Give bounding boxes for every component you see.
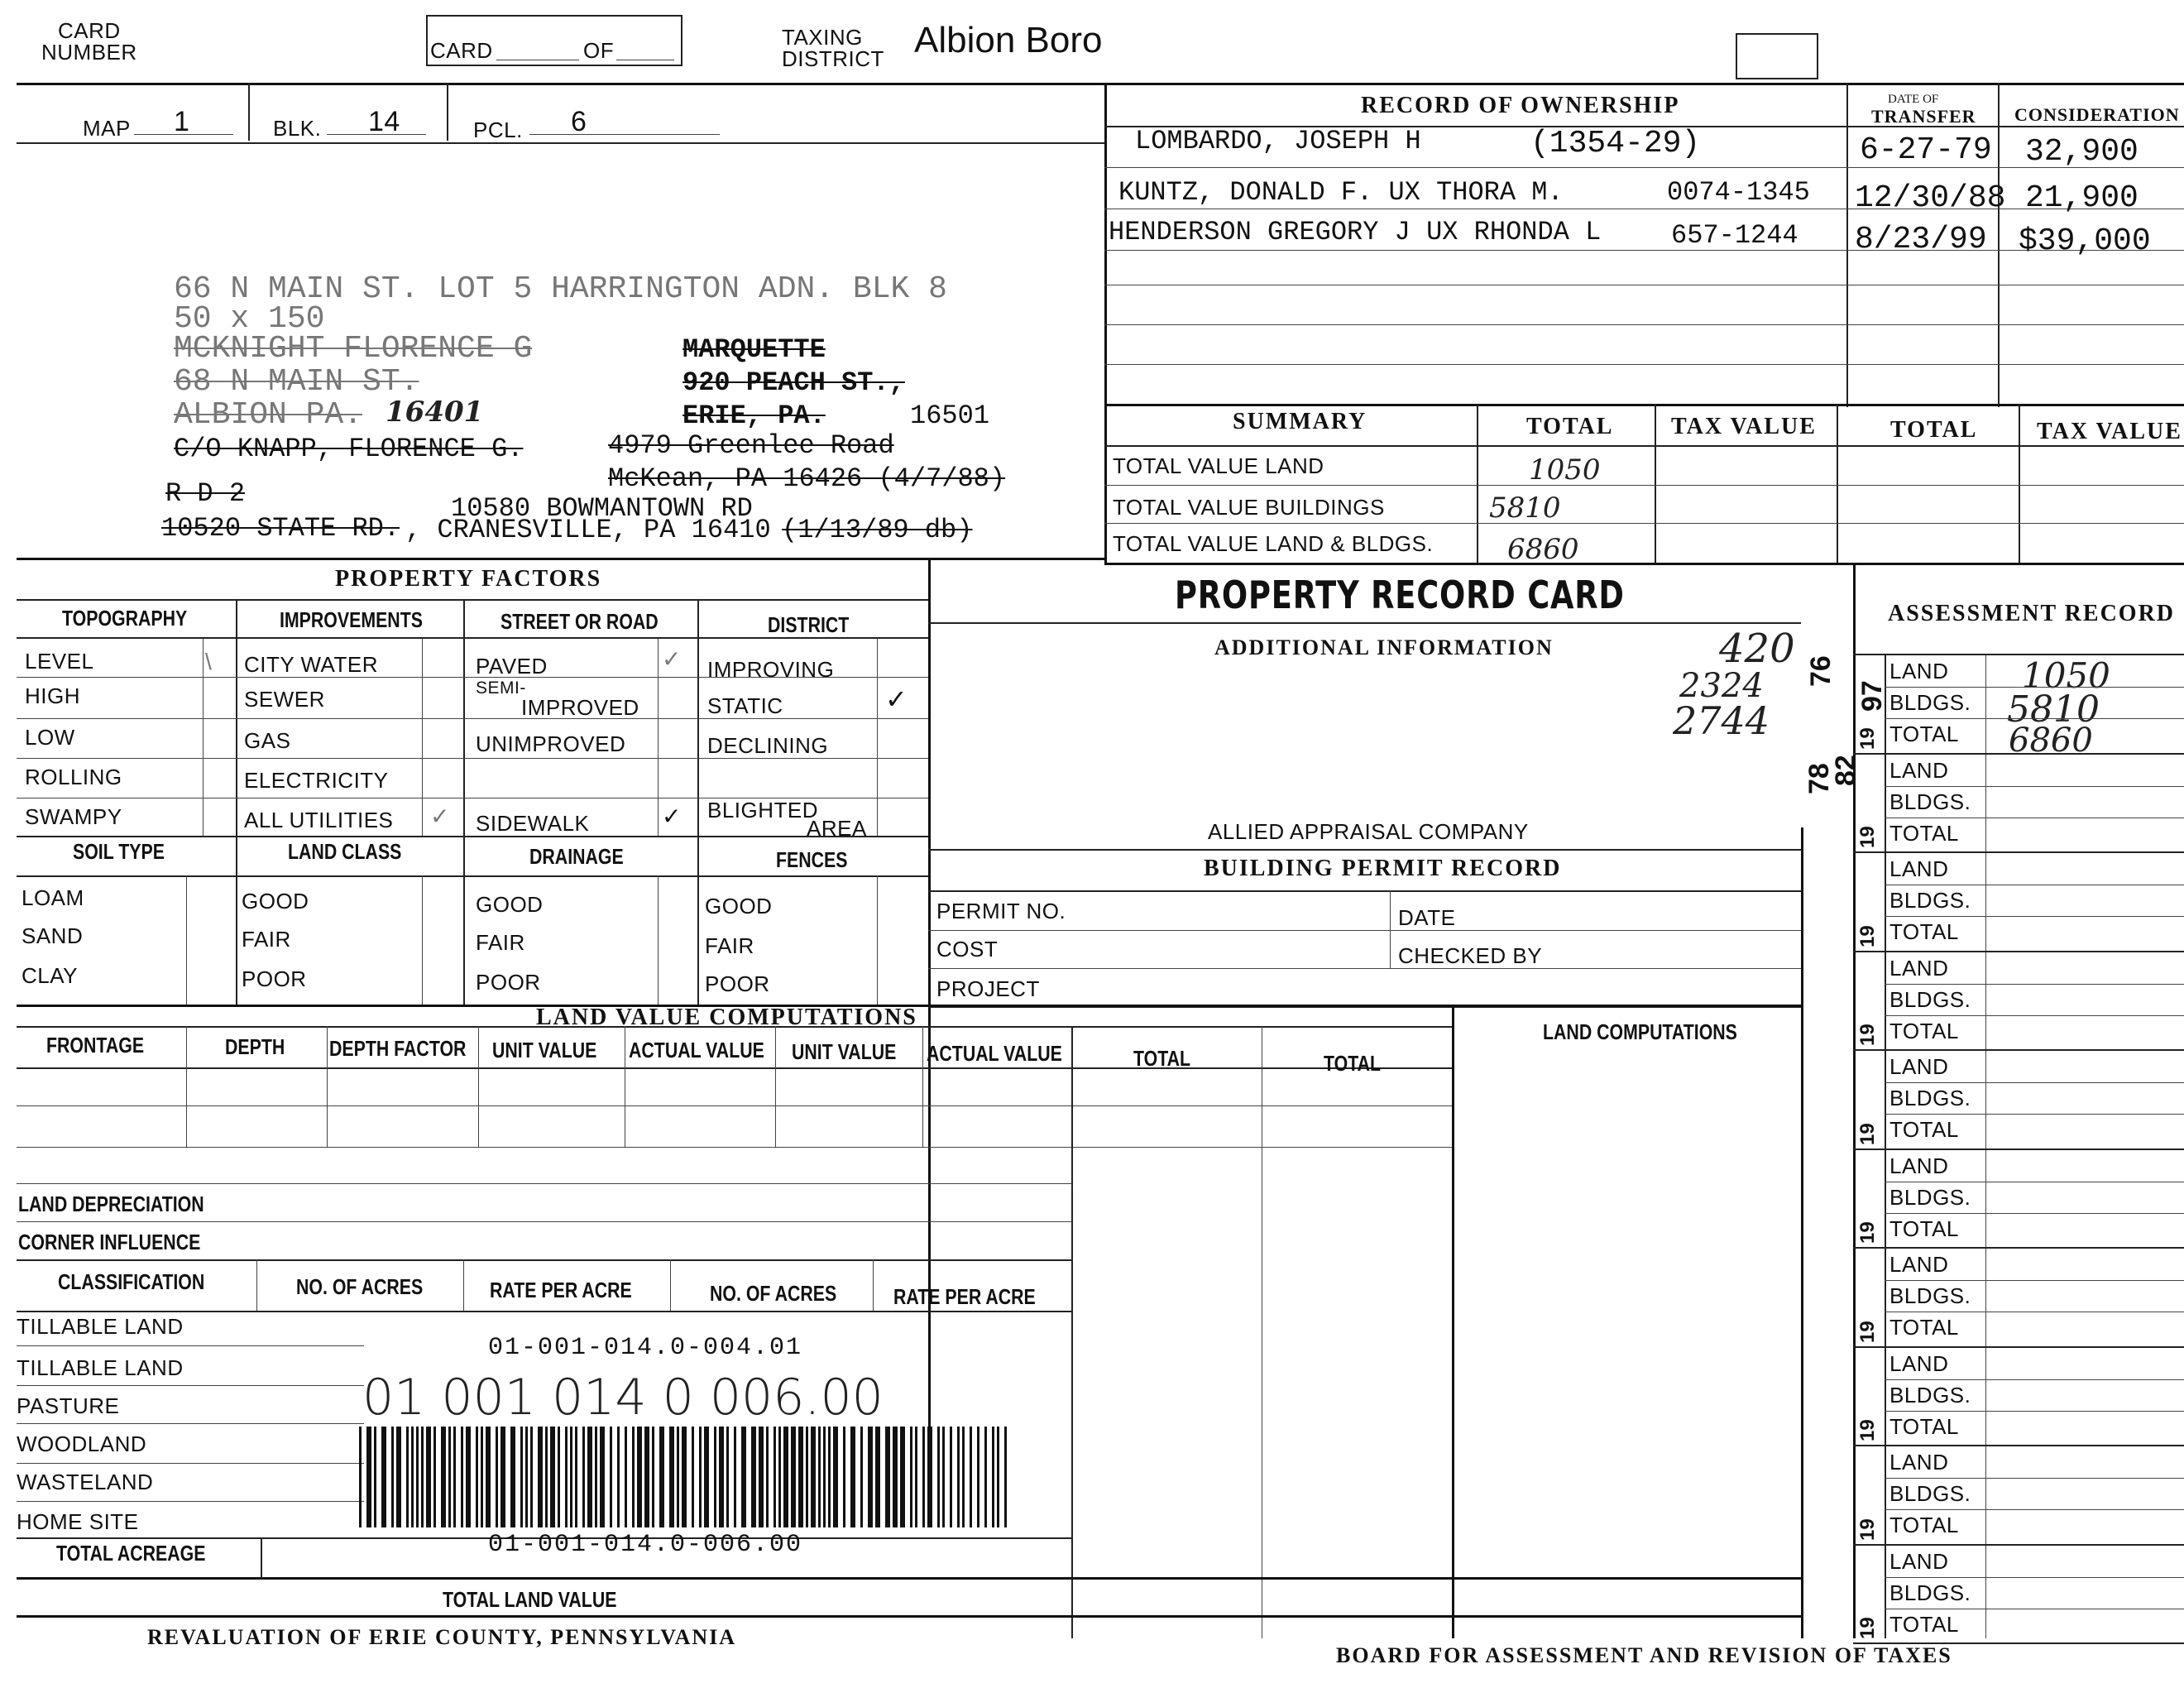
topography-header: TOPOGRAPHY	[62, 606, 188, 631]
barcode-bar	[1004, 1427, 1007, 1527]
appraiser-label: ALLIED APPRAISAL COMPANY	[1208, 819, 1529, 844]
land-class-fair: FAIR	[242, 927, 291, 952]
rate-per-acre-header-2: RATE PER ACRE	[893, 1284, 1036, 1309]
assessment-total-label: TOTAL	[1889, 1315, 1959, 1340]
barcode-bar	[957, 1427, 960, 1527]
drainage-good: GOOD	[476, 892, 544, 917]
barcode-bar	[791, 1427, 796, 1527]
barcode-bar	[868, 1427, 873, 1527]
assessment-year-82: 82	[1830, 755, 1861, 786]
assessment-land-label: LAND	[1889, 1350, 1949, 1376]
barcode-bar	[391, 1427, 394, 1527]
assessment-bldgs-label: BLDGS.	[1889, 1481, 1971, 1506]
barcode-bar	[900, 1427, 905, 1527]
card-number-label: CARD	[58, 18, 121, 43]
street-semi: SEMI-	[476, 679, 526, 698]
district-static: STATIC	[707, 693, 783, 718]
barcode-bar	[637, 1427, 642, 1527]
project-label: PROJECT	[936, 976, 1040, 1001]
barcode-bar	[453, 1427, 456, 1527]
improvements-all-utilities: ALL UTILITIES	[244, 808, 394, 832]
ownership-title: RECORD OF OWNERSHIP	[1361, 93, 1680, 118]
assessment-year-prefix: 19	[1856, 1419, 1879, 1441]
barcode-bar	[448, 1427, 451, 1527]
additional-hand-1: 420	[1719, 626, 1795, 672]
address-line-2: 50 x 150	[174, 301, 325, 337]
summary-tax-value-header-2: TAX VALUE	[2037, 419, 2182, 444]
improvements-sewer: SEWER	[244, 687, 325, 712]
additional-hand-2: 2324	[1679, 667, 1764, 705]
barcode-bar	[719, 1427, 724, 1527]
barcode-bar	[751, 1427, 756, 1527]
fences-fair: FAIR	[705, 933, 754, 958]
class-woodland: WOODLAND	[17, 1431, 147, 1456]
assessment-land-label: LAND	[1889, 1450, 1949, 1475]
consideration-header: CONSIDERATION	[2014, 104, 2180, 125]
barcode-bar	[550, 1427, 555, 1527]
district-improving: IMPROVING	[707, 657, 835, 682]
owner-row-3-name: HENDERSON GREGORY J UX RHONDA L	[1109, 217, 1602, 247]
fences-header: FENCES	[776, 847, 848, 872]
lv-frontage-header: FRONTAGE	[46, 1033, 145, 1057]
barcode-bar	[915, 1427, 917, 1527]
assessment-bldgs-label: BLDGS.	[1889, 690, 1971, 715]
assessment-total-label: TOTAL	[1889, 1513, 1959, 1537]
barcode-bar	[692, 1427, 694, 1527]
street-header: STREET OR ROAD	[500, 609, 659, 634]
assessment-land-value: 1050	[2022, 655, 2110, 696]
barcode-bar	[950, 1427, 952, 1527]
address-line-4-left: 68 N MAIN ST.	[174, 364, 419, 400]
assessment-total-label: TOTAL	[1889, 1611, 1959, 1637]
fences-poor: POOR	[705, 971, 770, 996]
permit-date-label: DATE	[1398, 905, 1456, 930]
barcode-bar	[481, 1427, 483, 1527]
assessment-bldgs-label: BLDGS.	[1889, 986, 1971, 1012]
fences-good: GOOD	[705, 894, 773, 918]
address-line-8-right: , CRANESVILLE, PA 16410	[405, 515, 771, 545]
blk-value: 14	[368, 106, 400, 137]
property-record-card-title: PROPERTY RECORD CARD	[1175, 573, 1625, 617]
card-label: CARD	[430, 38, 493, 63]
barcode-bar	[659, 1427, 664, 1527]
assessment-land-label: LAND	[1889, 1054, 1949, 1079]
assessment-land-label: LAND	[1889, 1548, 1949, 1574]
land-depreciation-label: LAND DEPRECIATION	[18, 1192, 204, 1216]
barcode-bar	[525, 1427, 528, 1527]
topography-high: HIGH	[25, 683, 80, 708]
barcode-bar	[669, 1427, 674, 1527]
assessment-bldgs-label: BLDGS.	[1889, 1086, 1971, 1110]
address-line-6-left: C/O KNAPP, FLORENCE G.	[174, 434, 524, 464]
barcode-bar	[833, 1427, 838, 1527]
additional-info-label: ADDITIONAL INFORMATION	[1214, 635, 1554, 659]
summary-land-total: 1050	[1529, 453, 1601, 487]
card-number-label-2: NUMBER	[41, 40, 137, 65]
barcode-bar	[582, 1427, 585, 1527]
topography-swampy: SWAMPY	[25, 804, 122, 829]
assessment-total-value: 6860	[2009, 722, 2093, 760]
barcode-bar	[600, 1427, 605, 1527]
address-line-7-right: McKean, PA 16426 (4/7/88)	[608, 463, 1006, 494]
barcode-bar	[823, 1427, 826, 1527]
barcode-bar	[774, 1427, 776, 1527]
barcode-bar	[893, 1427, 898, 1527]
address-line-5-left: ALBION PA.	[174, 397, 363, 433]
assessment-bldgs-label: BLDGS.	[1889, 789, 1971, 814]
barcode-bar	[406, 1427, 409, 1527]
barcode-bar	[682, 1427, 687, 1527]
drainage-poor: POOR	[476, 970, 541, 995]
lv-actual-value-header: ACTUAL VALUE	[629, 1038, 764, 1062]
assessment-total-label: TOTAL	[1889, 1216, 1959, 1241]
barcode-bar	[565, 1427, 568, 1527]
of-label: OF	[583, 38, 615, 63]
topography-low: LOW	[25, 725, 75, 750]
class-home-site: HOME SITE	[17, 1509, 139, 1534]
barcode-bar	[610, 1427, 612, 1527]
barcode-bar	[530, 1427, 533, 1527]
total-acreage-label: TOTAL ACREAGE	[56, 1541, 206, 1566]
address-line-3-left: MCKNIGHT FLORENCE G	[174, 331, 533, 367]
summary-buildings-label: TOTAL VALUE BUILDINGS	[1113, 495, 1385, 520]
owner-row-3-ref: 657-1244	[1671, 220, 1798, 251]
street-paved: PAVED	[476, 654, 548, 679]
rate-per-acre-header: RATE PER ACRE	[490, 1278, 632, 1302]
assessment-land-label: LAND	[1889, 955, 1949, 981]
permit-title: BUILDING PERMIT RECORD	[1204, 856, 1562, 881]
assessment-year-97: 97	[1856, 680, 1888, 712]
barcode-bar	[520, 1427, 523, 1527]
assessment-bldgs-label: BLDGS.	[1889, 1184, 1971, 1210]
barcode-bar	[433, 1427, 436, 1527]
barcode-bar	[818, 1427, 821, 1527]
lv-depth-factor-header: DEPTH FACTOR	[329, 1036, 467, 1061]
barcode-bar	[644, 1427, 649, 1527]
blk-label: BLK.	[273, 116, 322, 141]
owner-row-1-name: LOMBARDO, JOSEPH H	[1135, 126, 1421, 156]
barcode-bar	[942, 1427, 945, 1527]
barcode-bar	[476, 1427, 478, 1527]
barcode-bar	[545, 1427, 548, 1527]
assessment-land-label: LAND	[1889, 1252, 1949, 1277]
summary-land-label: TOTAL VALUE LAND	[1113, 453, 1324, 478]
barcode-bar	[396, 1427, 401, 1527]
district-declining: DECLINING	[707, 733, 829, 758]
corner-influence-label: CORNER INFLUENCE	[18, 1230, 201, 1254]
assessment-bldgs-label: BLDGS.	[1889, 1283, 1971, 1308]
district-header: DISTRICT	[768, 612, 850, 637]
assessment-year-prefix: 19	[1856, 1122, 1879, 1145]
pcl-value: 6	[571, 106, 587, 137]
pcl-label: PCL.	[473, 117, 523, 142]
map-value: 1	[174, 106, 190, 137]
barcode-bar	[595, 1427, 597, 1527]
barcode-bar	[486, 1427, 491, 1527]
address-line-3-right: MARQUETTE	[682, 334, 826, 365]
barcode-bar	[366, 1427, 371, 1527]
land-class-poor: POOR	[242, 966, 307, 991]
improvements-header: IMPROVEMENTS	[280, 607, 423, 632]
street-unimproved: UNIMPROVED	[476, 731, 626, 756]
assessment-total-label: TOTAL	[1889, 1413, 1959, 1439]
date-header-1: DATE OF	[1888, 93, 1939, 106]
check-mark-utilities: ✓	[430, 803, 450, 829]
barcode-bar	[704, 1427, 709, 1527]
barcode-bar	[992, 1427, 994, 1527]
no-acres-header: NO. OF ACRES	[296, 1274, 424, 1299]
barcode-bar	[652, 1427, 654, 1527]
barcode-bar	[359, 1427, 362, 1527]
assessment-bldgs-label: BLDGS.	[1889, 888, 1971, 913]
barcode-bar	[875, 1427, 880, 1527]
assessment-year-prefix: 19	[1856, 1221, 1879, 1244]
assessment-total-label: TOTAL	[1889, 1117, 1959, 1142]
barcode-bar	[441, 1427, 446, 1527]
barcode-bar	[570, 1427, 572, 1527]
lv-depth-header: DEPTH	[225, 1034, 285, 1059]
land-computations-title: LAND COMPUTATIONS	[1543, 1019, 1737, 1044]
class-wasteland: WASTELAND	[17, 1470, 154, 1494]
assessment-total-label: TOTAL	[1889, 722, 1959, 746]
barcode-image	[357, 1427, 1011, 1527]
barcode-bar	[575, 1427, 577, 1527]
street-improved: IMPROVED	[521, 695, 639, 720]
district-label: DISTRICT	[782, 46, 884, 71]
lv-unit-value-header-2: UNIT VALUE	[792, 1039, 897, 1064]
barcode-bar	[937, 1427, 940, 1527]
permit-cost-label: COST	[936, 937, 999, 961]
assessment-year-prefix: 19	[1856, 1617, 1879, 1639]
barcode-bar	[726, 1427, 729, 1527]
barcode-bar	[558, 1427, 560, 1527]
barcode-bar	[625, 1427, 627, 1527]
summary-total-header: TOTAL	[1526, 414, 1614, 439]
assessment-year-prefix: 19	[1856, 1024, 1879, 1046]
barcode-bar	[885, 1427, 890, 1527]
assessment-year-prefix: 19	[1856, 826, 1879, 848]
taxing-district-value: Albion Boro	[914, 20, 1103, 60]
summary-land-bldgs-total: 6860	[1507, 533, 1579, 566]
improvements-gas: GAS	[244, 728, 291, 753]
taxing-label: TAXING	[782, 25, 863, 50]
assessment-year-prefix: 19	[1856, 924, 1879, 947]
summary-total-header-2: TOTAL	[1890, 417, 1978, 443]
assessment-year-prefix: 19	[1856, 1518, 1879, 1541]
barcode-bar	[778, 1427, 781, 1527]
additional-hand-3: 2744	[1673, 698, 1770, 743]
barcode-bar	[922, 1427, 925, 1527]
check-mark-sidewalk: ✓	[662, 803, 682, 829]
check-mark-static: ✓	[885, 684, 908, 714]
lv-actual-value-header-2: ACTUAL VALUE	[927, 1041, 1062, 1066]
barcode-bar	[970, 1427, 972, 1527]
assessment-bldgs-label: BLDGS.	[1889, 1580, 1971, 1605]
assessment-land-label: LAND	[1889, 757, 1949, 783]
assessment-land-label: LAND	[1889, 856, 1949, 881]
soil-sand: SAND	[22, 923, 84, 948]
owner-row-2-date: 12/30/88	[1855, 180, 2006, 216]
barcode-bar	[411, 1427, 414, 1527]
address-line-7-mid: 10580 BOWMANTOWN RD	[451, 493, 753, 524]
owner-row-3-consideration: $39,000	[2019, 223, 2151, 259]
summary-land-bldgs-label: TOTAL VALUE LAND & BLDGS.	[1113, 531, 1434, 556]
street-sidewalk: SIDEWALK	[476, 811, 590, 836]
assessment-title: ASSESSMENT RECORD	[1888, 601, 2176, 626]
barcode-bar	[860, 1427, 863, 1527]
barcode-bar	[699, 1427, 702, 1527]
summary-tax-value-header: TAX VALUE	[1671, 414, 1817, 439]
permit-no-label: PERMIT NO.	[936, 899, 1066, 923]
barcode-bar	[843, 1427, 845, 1527]
owner-row-2-ref: 0074-1345	[1667, 177, 1810, 208]
summary-buildings-total: 5810	[1489, 492, 1561, 525]
footer-right: BOARD FOR ASSESSMENT AND REVISION OF TAXES	[1336, 1643, 1952, 1667]
class-tillable-2: TILLABLE LAND	[17, 1355, 184, 1380]
address-line-5-right-zip: 16501	[910, 400, 990, 431]
drainage-fair: FAIR	[476, 930, 525, 955]
lv-unit-value-header: UNIT VALUE	[492, 1038, 597, 1062]
stamp-box	[1736, 33, 1818, 79]
barcode-bar	[977, 1427, 979, 1527]
footer-left: REVALUATION OF ERIE COUNTY, PENNSYLVANIA	[147, 1625, 737, 1649]
barcode-bar	[783, 1427, 788, 1527]
check-mark-level: \	[205, 649, 212, 674]
district-blighted: BLIGHTED	[707, 798, 819, 822]
check-mark-paved: ✓	[662, 646, 682, 672]
barcode-bar	[538, 1427, 543, 1527]
barcode-bar	[850, 1427, 855, 1527]
barcode-bar	[766, 1427, 769, 1527]
barcode-bar	[461, 1427, 463, 1527]
owner-row-2-name: KUNTZ, DONALD F. UX THORA M.	[1118, 177, 1564, 208]
assessment-land-label: LAND	[1889, 659, 1949, 683]
lv-total-header: TOTAL	[1133, 1046, 1191, 1071]
barcode-bar	[374, 1427, 376, 1527]
classification-header: CLASSIFICATION	[58, 1269, 205, 1294]
owner-row-1-ref: (1354-29)	[1530, 126, 1701, 161]
address-line-4-right: 920 PEACH ST.,	[682, 367, 905, 398]
address-line-5-right: ERIE, PA.	[682, 400, 826, 431]
assessment-total-label: TOTAL	[1889, 820, 1959, 846]
address-line-1: 66 N MAIN ST. LOT 5 HARRINGTON ADN. BLK 8	[174, 271, 947, 307]
barcode-bar	[416, 1427, 419, 1527]
soil-loam: LOAM	[22, 885, 84, 910]
topography-rolling: ROLLING	[25, 765, 122, 789]
property-factors-title: PROPERTY FACTORS	[335, 566, 602, 592]
barcode-bar	[632, 1427, 635, 1527]
barcode-hand-number: 01 001 014 0 006.00	[362, 1369, 884, 1427]
assessment-year-prefix: 19	[1856, 1320, 1879, 1343]
barcode-bar	[466, 1427, 471, 1527]
barcode-bar	[962, 1427, 965, 1527]
barcode-bottom-text: 01-001-014.0-006.00	[488, 1531, 803, 1559]
lv-total-header-2: TOTAL	[1324, 1051, 1382, 1076]
soil-header: SOIL TYPE	[73, 839, 165, 864]
barcode-bar	[927, 1427, 932, 1527]
drainage-header: DRAINAGE	[529, 844, 624, 869]
summary-title: SUMMARY	[1233, 409, 1367, 434]
address-line-7-left: R D 2	[165, 478, 246, 509]
date-header-2: TRANSFER	[1871, 106, 1976, 127]
barcode-bar	[811, 1427, 816, 1527]
barcode-bar	[500, 1427, 505, 1527]
barcode-bar	[741, 1427, 746, 1527]
assessment-year-78: 78	[1803, 763, 1835, 794]
address-line-8-note: (1/13/89 db)	[782, 515, 973, 545]
checked-by-label: CHECKED BY	[1398, 943, 1543, 968]
land-class-header: LAND CLASS	[288, 839, 402, 864]
barcode-bar	[798, 1427, 803, 1527]
barcode-bar	[510, 1427, 515, 1527]
barcode-bar	[828, 1427, 831, 1527]
barcode-bar	[381, 1427, 386, 1527]
district-area: AREA	[807, 816, 867, 841]
barcode-bar	[984, 1427, 987, 1527]
barcode-top-text: 01-001-014.0-004.01	[488, 1334, 803, 1362]
topography-level: LEVEL	[25, 649, 94, 674]
improvements-electricity: ELECTRICITY	[244, 768, 389, 793]
barcode-bar	[617, 1427, 620, 1527]
address-line-8-left: 10520 STATE RD.	[161, 513, 400, 544]
no-acres-header-2: NO. OF ACRES	[710, 1281, 837, 1306]
address-line-5-hand: 16401	[386, 396, 484, 429]
barcode-bar	[677, 1427, 679, 1527]
total-land-value-label: TOTAL LAND VALUE	[443, 1587, 617, 1612]
barcode-bar	[587, 1427, 592, 1527]
assessment-year-76: 76	[1805, 655, 1837, 687]
class-pasture: PASTURE	[17, 1393, 120, 1418]
barcode-bar	[806, 1427, 808, 1527]
barcode-bar	[496, 1427, 498, 1527]
barcode-bar	[997, 1427, 999, 1527]
assessment-land-label: LAND	[1889, 1153, 1949, 1178]
land-value-title: LAND VALUE COMPUTATIONS	[536, 1005, 917, 1030]
improvements-city-water: CITY WATER	[244, 652, 378, 677]
assessment-total-label: TOTAL	[1889, 919, 1959, 944]
barcode-bar	[910, 1427, 912, 1527]
barcode-bar	[714, 1427, 716, 1527]
assessment-year-prefix: 19	[1856, 727, 1879, 750]
barcode-bar	[734, 1427, 736, 1527]
address-line-6-right: 4979 Greenlee Road	[608, 430, 894, 461]
map-label: MAP	[83, 116, 131, 141]
assessment-bldgs-value: 5810	[2007, 688, 2100, 731]
assessment-bldgs-label: BLDGS.	[1889, 1382, 1971, 1407]
owner-row-1-consideration: 32,900	[2025, 134, 2138, 170]
owner-row-1-date: 6-27-79	[1860, 132, 1992, 168]
owner-row-2-consideration: 21,900	[2025, 180, 2138, 216]
assessment-total-label: TOTAL	[1889, 1018, 1959, 1043]
class-tillable-1: TILLABLE LAND	[17, 1314, 184, 1339]
barcode-bar	[759, 1427, 764, 1527]
land-class-good: GOOD	[242, 889, 309, 914]
barcode-bar	[426, 1427, 431, 1527]
owner-row-3-date: 8/23/99	[1855, 222, 1987, 257]
barcode-bar	[421, 1427, 424, 1527]
soil-clay: CLAY	[22, 963, 78, 988]
